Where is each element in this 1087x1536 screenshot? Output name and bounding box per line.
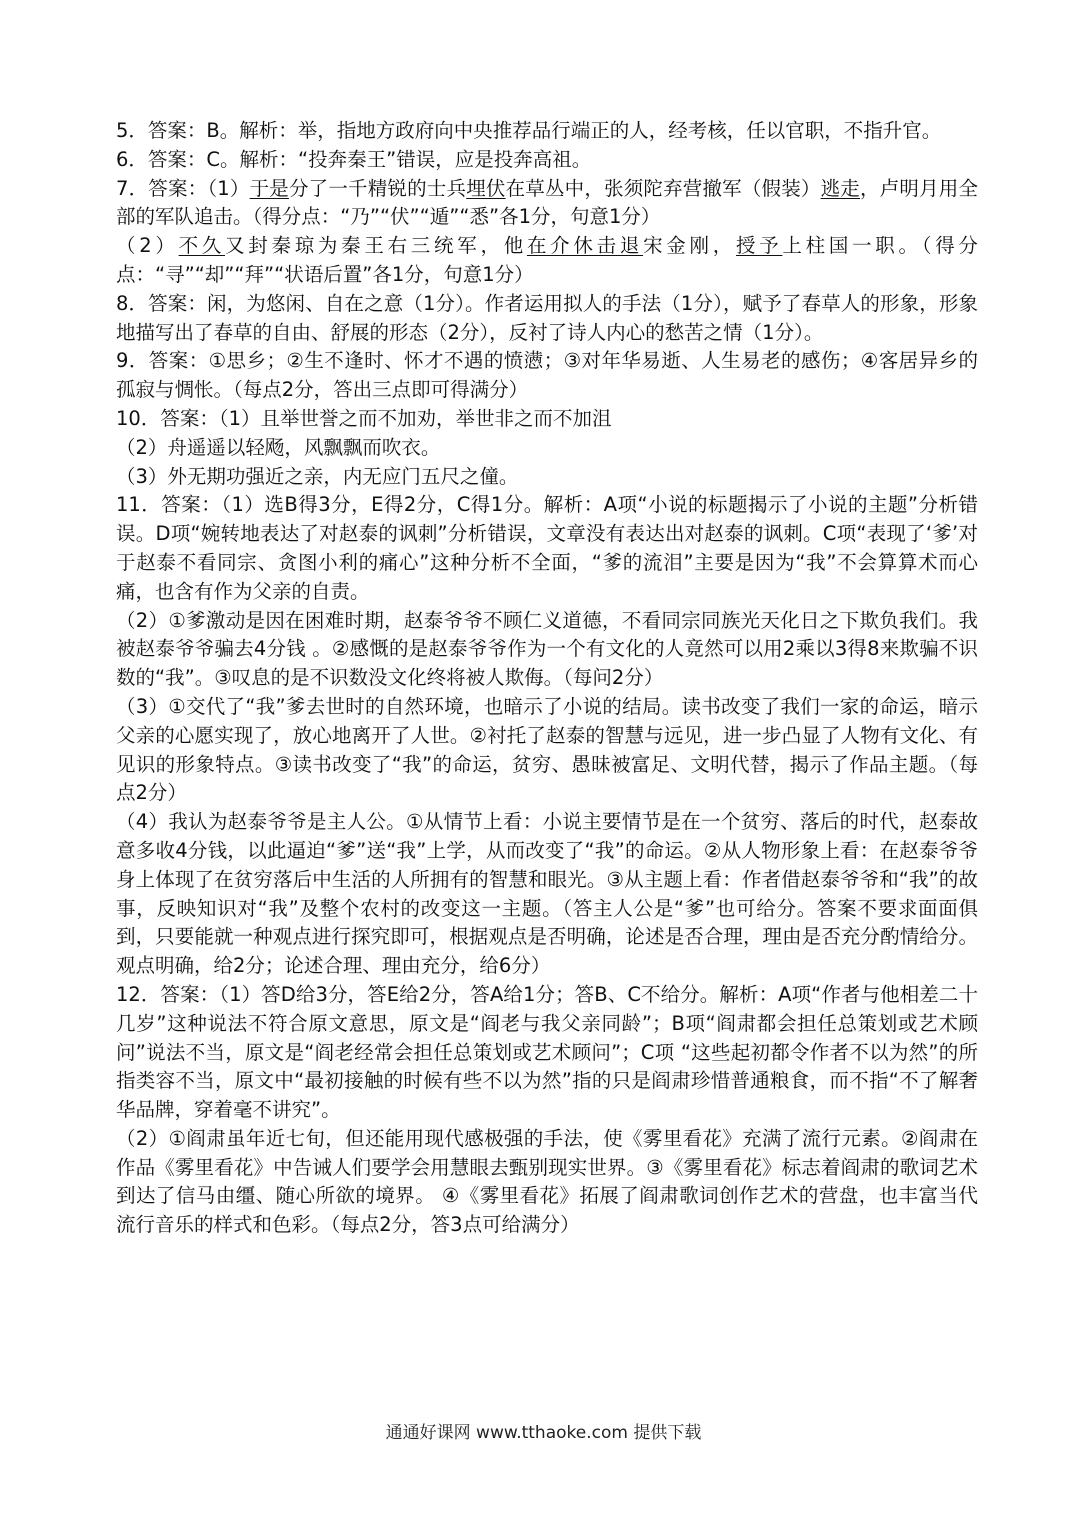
text-segment: 又封秦琼为秦王右三统军，他 <box>225 234 527 258</box>
text-segment: 分了一千精锐的士兵 <box>288 176 467 200</box>
answer-paragraph-q12b <box>116 1125 978 1240</box>
underlined-phrase: 于是 <box>249 176 289 200</box>
text-segment: （2）舟遥遥以轻飏，风飘飘而吹衣。 <box>116 435 441 459</box>
answer-paragraph-q12a <box>116 981 978 1125</box>
text-segment: 宋金刚， <box>643 234 736 258</box>
text-segment: 8．答案：闲，为悠闲、自在之意（1分）。作者运用拟人的手法（1分），赋予了春草人的形象，形象地描写出了春草的自由、舒展的形态（2分），反衬了诗人内心的愁苦之情（1分）。 <box>116 291 978 344</box>
answer-paragraph-q11d <box>116 808 978 981</box>
text-segment: 5．答案：B。解析：举，指地方政府向中央推荐品行端正的人，经考核，任以官职，不指升官。 <box>116 119 942 142</box>
underlined-phrase: 逃走 <box>820 176 860 200</box>
answer-paragraph-q5 <box>116 117 978 146</box>
answer-paragraph-q10a <box>116 405 978 434</box>
underlined-phrase: 不久 <box>178 234 226 258</box>
answer-paragraph-q11b <box>116 607 978 693</box>
text-segment: 在草丛中，张须陀弃营撤军（假装） <box>505 176 821 200</box>
answer-paragraph-q11a <box>116 491 978 606</box>
answer-paragraph-q11c <box>116 693 978 808</box>
footer-credit: 通通好课网 www.tthaoke.com 提供下载 <box>385 1423 702 1443</box>
underlined-phrase: 在介休击退 <box>526 234 644 258</box>
text-segment: （4）我认为赵泰爷爷是主人公。①从情节上看：小说主要情节是在一个贫穷、落后的时代，赵泰故意多收4分钱，以此逼迫“爹”送“我”上学，从而改变了“我”的命运。②从人物形象上看：在赵泰爷爷身上体现了在贫穷落后中生活的人所拥有的智慧和眼光。③从主题上看：作者借赵泰爷爷和“我”的故事，反映知识对“我”及整个农村的改变这一主题。（答主人公是“爹”也可给分。答案不要求面面俱到，只要能就一种观点进行探究即可，根据观点是否明确，论述是否合理，理由是否充分酌情给分。观点明确，给2分；论述合理、理由充分，给6分） <box>116 810 978 978</box>
answer-paragraph-q10c <box>116 463 978 492</box>
text-segment: 6．答案：C。解析：“投奔秦王”错误，应是投奔高祖。 <box>116 147 592 171</box>
text-segment: 10．答案：（1）且举世誉之而不加劝，举世非之而不加沮 <box>116 406 612 430</box>
answer-paragraph-q6 <box>116 146 978 175</box>
answer-paragraph-q8 <box>116 290 978 348</box>
text-segment: （3）外无期功强近之亲，内无应门五尺之僮。 <box>116 464 519 488</box>
answer-paragraph-q7a <box>116 175 978 233</box>
text-segment: （2） <box>116 234 179 258</box>
answer-paragraph-q10b <box>116 434 978 463</box>
text-segment: （2）①阎肃虽年近七旬，但还能用现代感极强的手法，使《雾里看花》充满了流行元素。②阎肃在作品《雾里看花》中告诫人们要学会用慧眼去甄别现实世界。③《雾里看花》标志着阎肃的歌词艺术到达了信马由缰、随心所欲的境界。 ④《雾里看花》拓展了阎肃歌词创作艺术的营盘，也丰富当代流行音乐的样式和色彩。（每点2分，答3点可给满分） <box>116 1126 978 1237</box>
answer-paragraph-q9 <box>116 347 978 405</box>
text-segment: （3）①交代了“我”爹去世时的自然环境，也暗示了小说的结局。读书改变了我们一家的命运，暗示父亲的心愿实现了，放心地离开了人世。②衬托了赵泰的智慧与远见，进一步凸显了人物有文化、有见识的形象特点。③读书改变了“我”的命运，贫穷、愚昧被富足、文明代替，揭示了作品主题。（每点2分） <box>116 694 978 805</box>
text-segment: （2）①爹激动是因在困难时期，赵泰爷爷不顾仁义道德，不看同宗同族光天化日之下欺负我们。我被赵泰爷爷骗去4分钱 。②感慨的是赵泰爷爷作为一个有文化的人竟然可以用2乘以3得8来欺骗不识数的“我”。③叹息的是不识数没文化终将被人欺侮。（每问2分） <box>116 608 978 690</box>
answer-sheet <box>116 117 978 1240</box>
text-segment: 上柱国一职。（得分点：“寻”“却”“拜”“状语后置”各1分，句意1分） <box>116 234 978 286</box>
answer-paragraph-q7b <box>116 232 978 290</box>
text-segment: ，卢明月用全部的军队追击。（得分点：“乃”“伏”“遁”“悉”各1分，句意1分） <box>116 176 978 229</box>
underlined-phrase: 授予 <box>735 234 783 258</box>
underlined-phrase: 埋伏 <box>466 176 506 200</box>
text-segment: 11．答案：（1）选B得3分，E得2分，C得1分。解析：A项“小说的标题揭示了小说的主题”分析错误。D项“婉转地表达了对赵泰的讽刺”分析错误，文章没有表达出对赵泰的讽刺。C项“表现了‘爹’对于赵泰不看同宗、贪图小利的痛心”这种分析不全面，“爹的流泪”主要是因为“我”不会算算术而心痛，也含有作为父亲的自责。 <box>116 493 978 603</box>
text-segment: 9．答案：①思乡；②生不逢时、怀才不遇的愤懑；③对年华易逝、人生易老的感伤；④客居异乡的孤寂与惆怅。（每点2分，答出三点即可得满分） <box>116 349 978 402</box>
text-segment: 12．答案：（1）答D给3分，答E给2分，答A给1分；答B、C不给分。解析：A项“作者与他相差二十几岁”这种说法不符合原文意思，原文是“阎老与我父亲同龄”；B项“阎肃都会担任总策划或艺术顾问”说法不当，原文是“阎老经常会担任总策划或艺术顾问”；C项 “这些起初都令作者不以为然”的所指类容不当，原文中“最初接触的时候有些不以为然”指的只是阎肃珍惜普通粮食，而不指“不了解奢华品牌，穿着毫不讲究”。 <box>116 982 978 1122</box>
text-segment: 7．答案：（1） <box>116 176 250 200</box>
